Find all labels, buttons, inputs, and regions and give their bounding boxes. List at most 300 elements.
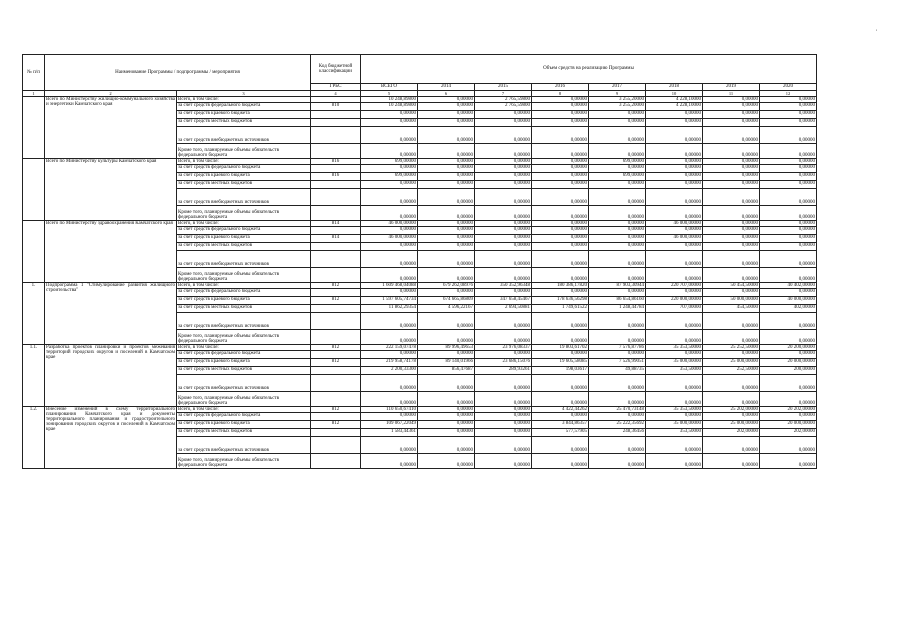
amount-cell: 35 000,00000 bbox=[646, 421, 703, 429]
row-number: 1.2. bbox=[23, 407, 45, 469]
funding-source: за счет средств федерального бюджета bbox=[177, 227, 311, 235]
amount-cell: 0,00000 bbox=[760, 119, 817, 127]
amount-cell: 454,50000 bbox=[703, 305, 760, 313]
amount-cell: 0,00000 bbox=[589, 221, 646, 227]
amount-cell: 0,00000 bbox=[475, 407, 532, 413]
amount-cell: 0,00000 bbox=[703, 289, 760, 297]
amount-cell: 0,00000 bbox=[475, 227, 532, 235]
amount-cell: 0,00000 bbox=[475, 330, 532, 345]
amount-cell: 0,00000 bbox=[589, 165, 646, 173]
column-index-cell: 1 bbox=[23, 91, 45, 97]
amount-cell: 0,00000 bbox=[760, 127, 817, 144]
amount-cell: 0,00000 bbox=[760, 173, 817, 181]
grbs-code bbox=[311, 243, 361, 251]
amount-cell: 0,00000 bbox=[589, 119, 646, 127]
budget-table-sheet bbox=[22, 54, 817, 469]
program-name: Всего по Министерству культуры Камчатского края bbox=[45, 159, 177, 221]
amount-cell: 0,00000 bbox=[646, 251, 703, 268]
amount-cell: 0,00000 bbox=[475, 119, 532, 127]
amount-cell: 0,00000 bbox=[703, 159, 760, 165]
amount-cell: 0,00000 bbox=[532, 189, 589, 206]
amount-cell: 109 067,22049 bbox=[361, 421, 418, 429]
amount-cell: 0,00000 bbox=[532, 375, 589, 392]
amount-cell: 0,00000 bbox=[361, 268, 418, 283]
amount-cell: 353,50000 bbox=[646, 367, 703, 375]
amount-cell: 0,00000 bbox=[760, 227, 817, 235]
amount-cell: 0,00000 bbox=[760, 351, 817, 359]
grbs-code bbox=[311, 413, 361, 421]
amount-cell: 0,00000 bbox=[703, 103, 760, 111]
funding-source: за счет средств местных бюджетов bbox=[177, 305, 311, 313]
amount-cell: 699,00000 bbox=[589, 173, 646, 181]
program-name: Подпрограмма 1 "Стимулирование развития жилищного строительства" bbox=[45, 283, 177, 345]
amount-cell: 4 228,10000 bbox=[646, 97, 703, 103]
amount-cell: 0,00000 bbox=[589, 392, 646, 407]
amount-cell: 23 686,15076 bbox=[475, 359, 532, 367]
amount-cell: 220 707,00000 bbox=[646, 283, 703, 289]
amount-cell: 0,00000 bbox=[475, 181, 532, 189]
amount-cell: 0,00000 bbox=[760, 111, 817, 119]
grbs-code: 814 bbox=[311, 221, 361, 227]
grbs-code: 812 bbox=[311, 421, 361, 429]
amount-cell: 3 844,86357 bbox=[532, 421, 589, 429]
amount-cell: 0,00000 bbox=[361, 375, 418, 392]
amount-cell: 0,00000 bbox=[475, 454, 532, 469]
amount-cell: 0,00000 bbox=[760, 165, 817, 173]
amount-cell: 674 665,86809 bbox=[418, 297, 475, 305]
amount-cell: 0,00000 bbox=[418, 289, 475, 297]
amount-cell: 0,00000 bbox=[589, 351, 646, 359]
amount-cell: 0,00000 bbox=[703, 243, 760, 251]
amount-cell: 0,00000 bbox=[646, 437, 703, 454]
amount-cell: 0,00000 bbox=[475, 189, 532, 206]
funding-source: за счет средств федерального бюджета bbox=[177, 413, 311, 421]
amount-cell: 402,00000 bbox=[760, 305, 817, 313]
funding-source: Всего, в том числе: bbox=[177, 345, 311, 351]
amount-cell: 248,36456 bbox=[589, 429, 646, 437]
amount-cell: 0,00000 bbox=[760, 181, 817, 189]
amount-cell: 0,00000 bbox=[646, 119, 703, 127]
row-number bbox=[23, 221, 45, 283]
amount-cell: 0,00000 bbox=[475, 251, 532, 268]
amount-cell: 0,00000 bbox=[418, 235, 475, 243]
amount-cell: 0,00000 bbox=[475, 413, 532, 421]
column-index-cell: 5 bbox=[361, 91, 418, 97]
grbs-code bbox=[311, 330, 361, 345]
funding-source: за счет средств краевого бюджета bbox=[177, 173, 311, 181]
amount-cell: 0,00000 bbox=[418, 119, 475, 127]
funding-source: Всего, в том числе: bbox=[177, 159, 311, 165]
column-index-cell: 8 bbox=[532, 91, 589, 97]
grbs-code bbox=[311, 351, 361, 359]
amount-cell: 222 159,07478 bbox=[361, 345, 418, 351]
amount-cell: 0,00000 bbox=[760, 221, 817, 227]
amount-cell: 35 353,50000 bbox=[646, 407, 703, 413]
amount-cell: 0,00000 bbox=[361, 413, 418, 421]
amount-cell: 0,00000 bbox=[760, 330, 817, 345]
grbs-code bbox=[311, 165, 361, 173]
amount-cell: 50 000,00000 bbox=[703, 297, 760, 305]
amount-cell: 0,00000 bbox=[475, 111, 532, 119]
funding-source: Всего, в том числе: bbox=[177, 407, 311, 413]
amount-cell: 0,00000 bbox=[646, 375, 703, 392]
amount-cell: 0,00000 bbox=[418, 159, 475, 165]
amount-cell: 0,00000 bbox=[475, 429, 532, 437]
funding-source: Всего, в том числе: bbox=[177, 97, 311, 103]
amount-cell: 252,50000 bbox=[703, 367, 760, 375]
amount-cell: 0,00000 bbox=[418, 421, 475, 429]
row-number bbox=[23, 97, 45, 159]
amount-cell: 0,00000 bbox=[475, 313, 532, 330]
amount-cell: 7 526,99051 bbox=[589, 359, 646, 367]
amount-cell: 347 658,45467 bbox=[475, 297, 532, 305]
amount-cell: 0,00000 bbox=[703, 313, 760, 330]
amount-cell: 0,00000 bbox=[703, 206, 760, 221]
amount-cell: 50 454,50000 bbox=[703, 283, 760, 289]
funding-source: за счет средств внебюджетных источников bbox=[177, 437, 311, 454]
amount-cell: 0,00000 bbox=[418, 392, 475, 407]
grbs-code: 814 bbox=[311, 235, 361, 243]
amount-cell: 0,00000 bbox=[532, 159, 589, 165]
amount-cell: 699,00000 bbox=[361, 159, 418, 165]
amount-cell: 0,00000 bbox=[532, 235, 589, 243]
funding-source: за счет средств краевого бюджета bbox=[177, 297, 311, 305]
amount-cell: 0,00000 bbox=[589, 243, 646, 251]
amount-cell: 699,00000 bbox=[361, 173, 418, 181]
grbs-code bbox=[311, 206, 361, 221]
grbs-code bbox=[311, 111, 361, 119]
amount-cell: 0,00000 bbox=[589, 413, 646, 421]
funding-source: Кроме того, планируемые объемы обязательств федерального бюджета bbox=[177, 206, 311, 221]
funding-source: за счет средств краевого бюджета bbox=[177, 235, 311, 243]
amount-cell: 679 262,08976 bbox=[418, 283, 475, 289]
amount-cell: 0,00000 bbox=[760, 392, 817, 407]
amount-cell: 0,00000 bbox=[646, 111, 703, 119]
amount-cell: 0,00000 bbox=[760, 289, 817, 297]
amount-cell: 0,00000 bbox=[361, 144, 418, 159]
amount-cell: 0,00000 bbox=[532, 268, 589, 283]
column-index-cell: 3 bbox=[177, 91, 311, 97]
amount-cell: 0,00000 bbox=[589, 206, 646, 221]
grbs-code: 816 bbox=[311, 159, 361, 165]
amount-cell: 35 000,00000 bbox=[646, 359, 703, 367]
row-number bbox=[23, 159, 45, 221]
grbs-code: 812 bbox=[311, 283, 361, 289]
amount-cell: 0,00000 bbox=[532, 392, 589, 407]
amount-cell: 0,00000 bbox=[361, 289, 418, 297]
amount-cell: 0,00000 bbox=[760, 235, 817, 243]
amount-cell: 0,00000 bbox=[703, 165, 760, 173]
amount-cell: 0,00000 bbox=[589, 181, 646, 189]
amount-cell: 0,00000 bbox=[532, 313, 589, 330]
amount-cell: 0,00000 bbox=[475, 268, 532, 283]
amount-cell: 1 749,61522 bbox=[532, 305, 589, 313]
amount-cell: 0,00000 bbox=[418, 351, 475, 359]
amount-cell: 0,00000 bbox=[646, 144, 703, 159]
amount-cell: 0,00000 bbox=[532, 330, 589, 345]
amount-cell: 46 000,00000 bbox=[646, 221, 703, 227]
funding-source: за счет средств краевого бюджета bbox=[177, 421, 311, 429]
amount-cell: 0,00000 bbox=[703, 437, 760, 454]
amount-cell: 0,00000 bbox=[703, 235, 760, 243]
amount-cell: 0,00000 bbox=[418, 173, 475, 181]
amount-cell: 0,00000 bbox=[361, 313, 418, 330]
program-name: Всего по Министерству жилищно-коммунального хозяйства и энергетики Камчатского края bbox=[45, 97, 177, 159]
amount-cell: 0,00000 bbox=[475, 289, 532, 297]
amount-cell: 0,00000 bbox=[760, 413, 817, 421]
grbs-code bbox=[311, 454, 361, 469]
column-index-cell: 7 bbox=[475, 91, 532, 97]
grbs-code: 812 bbox=[311, 345, 361, 351]
row-number: 1.1. bbox=[23, 345, 45, 407]
amount-cell: 0,00000 bbox=[703, 181, 760, 189]
amount-cell: 3 255,20000 bbox=[589, 97, 646, 103]
amount-cell: 35 353,50000 bbox=[646, 345, 703, 351]
amount-cell: 0,00000 bbox=[760, 206, 817, 221]
amount-cell: 0,00000 bbox=[760, 251, 817, 268]
amount-cell: 0,00000 bbox=[589, 268, 646, 283]
amount-cell: 0,00000 bbox=[532, 144, 589, 159]
amount-cell: 0,00000 bbox=[475, 127, 532, 144]
amount-cell: 0,00000 bbox=[703, 268, 760, 283]
col-grbs-header: ГРБС bbox=[311, 84, 361, 91]
amount-cell: 19 605,58085 bbox=[532, 359, 589, 367]
funding-source: за счет средств внебюджетных источников bbox=[177, 375, 311, 392]
amount-cell: 0,00000 bbox=[418, 227, 475, 235]
amount-cell: 0,00000 bbox=[646, 330, 703, 345]
amount-cell: 0,00000 bbox=[703, 119, 760, 127]
amount-cell: 0,00000 bbox=[589, 330, 646, 345]
funding-source: за счет средств местных бюджетов bbox=[177, 181, 311, 189]
amount-cell: 0,00000 bbox=[646, 189, 703, 206]
amount-cell: 0,00000 bbox=[418, 97, 475, 103]
amount-cell: 0,00000 bbox=[361, 243, 418, 251]
grbs-code: 810 bbox=[311, 103, 361, 111]
budget-table bbox=[22, 54, 817, 469]
amount-cell: 0,00000 bbox=[646, 165, 703, 173]
amount-cell: 0,00000 bbox=[418, 206, 475, 221]
amount-cell: 110 650,67410 bbox=[361, 407, 418, 413]
amount-cell: 0,00000 bbox=[361, 181, 418, 189]
year-header: 2020 bbox=[760, 84, 817, 91]
amount-cell: 0,00000 bbox=[361, 392, 418, 407]
amount-cell: 0,00000 bbox=[703, 251, 760, 268]
amount-cell: 4 422,44262 bbox=[532, 407, 589, 413]
amount-cell: 350 352,96348 bbox=[475, 283, 532, 289]
amount-cell: 0,00000 bbox=[760, 313, 817, 330]
amount-cell: 0,00000 bbox=[760, 454, 817, 469]
amount-cell: 0,00000 bbox=[760, 437, 817, 454]
col-num-header: № п/п bbox=[23, 55, 45, 91]
amount-cell: 0,00000 bbox=[361, 351, 418, 359]
amount-cell: 0,00000 bbox=[418, 407, 475, 413]
funding-source: за счет средств внебюджетных источников bbox=[177, 313, 311, 330]
amount-cell: 0,00000 bbox=[532, 251, 589, 268]
funding-source: за счет средств краевого бюджета bbox=[177, 359, 311, 367]
amount-cell: 1 583,44361 bbox=[361, 429, 418, 437]
amount-cell: 0,00000 bbox=[703, 330, 760, 345]
amount-cell: 0,00000 bbox=[646, 392, 703, 407]
amount-cell: 0,00000 bbox=[646, 173, 703, 181]
amount-cell: 0,00000 bbox=[703, 221, 760, 227]
amount-cell: 0,00000 bbox=[760, 243, 817, 251]
amount-cell: 0,00000 bbox=[532, 243, 589, 251]
amount-cell: 0,00000 bbox=[418, 313, 475, 330]
funding-source: за счет средств краевого бюджета bbox=[177, 111, 311, 119]
amount-cell: 0,00000 bbox=[703, 97, 760, 103]
grbs-code: 812 bbox=[311, 407, 361, 413]
amount-cell: 0,00000 bbox=[760, 268, 817, 283]
amount-cell: 202,00000 bbox=[703, 429, 760, 437]
amount-cell: 0,00000 bbox=[532, 351, 589, 359]
amount-cell: 20 202,00000 bbox=[760, 407, 817, 413]
amount-cell: 0,00000 bbox=[418, 243, 475, 251]
amount-cell: 198,03617 bbox=[532, 367, 589, 375]
year-header: 2014 bbox=[418, 84, 475, 91]
amount-cell: 0,00000 bbox=[646, 243, 703, 251]
amount-cell: 0,00000 bbox=[646, 313, 703, 330]
amount-cell: 353,50000 bbox=[646, 429, 703, 437]
funding-source: за счет средств федерального бюджета bbox=[177, 103, 311, 111]
amount-cell: 0,00000 bbox=[361, 127, 418, 144]
year-header: 2017 bbox=[589, 84, 646, 91]
amount-cell: 0,00000 bbox=[646, 159, 703, 165]
amount-cell: 0,00000 bbox=[760, 159, 817, 165]
amount-cell: 0,00000 bbox=[589, 144, 646, 159]
grbs-code bbox=[311, 144, 361, 159]
amount-cell: 0,00000 bbox=[418, 437, 475, 454]
year-header: ВСЕГО bbox=[361, 84, 418, 91]
amount-cell: 0,00000 bbox=[760, 103, 817, 111]
amount-cell: 25 000,00000 bbox=[703, 359, 760, 367]
amount-cell: 0,00000 bbox=[475, 144, 532, 159]
funding-source: за счет средств местных бюджетов bbox=[177, 119, 311, 127]
amount-cell: 0,00000 bbox=[475, 392, 532, 407]
amount-cell: 0,00000 bbox=[475, 206, 532, 221]
amount-cell: 40 402,00000 bbox=[760, 283, 817, 289]
funding-source: за счет средств внебюджетных источников bbox=[177, 251, 311, 268]
amount-cell: 0,00000 bbox=[703, 173, 760, 181]
amount-cell: 0,00000 bbox=[532, 173, 589, 181]
amount-cell: 0,00000 bbox=[703, 375, 760, 392]
grbs-code bbox=[311, 429, 361, 437]
grbs-code bbox=[311, 375, 361, 392]
amount-cell: 0,00000 bbox=[361, 227, 418, 235]
amount-cell: 0,00000 bbox=[475, 173, 532, 181]
amount-cell: 11 862,29354 bbox=[361, 305, 418, 313]
amount-cell: 0,00000 bbox=[418, 127, 475, 144]
grbs-code bbox=[311, 289, 361, 297]
amount-cell: 0,00000 bbox=[703, 189, 760, 206]
amount-cell: 0,00000 bbox=[532, 103, 589, 111]
column-index-cell: 6 bbox=[418, 91, 475, 97]
amount-cell: 1 248,44784 bbox=[589, 305, 646, 313]
amount-cell: 0,00000 bbox=[532, 97, 589, 103]
amount-cell: 0,00000 bbox=[532, 413, 589, 421]
amount-cell: 0,00000 bbox=[589, 111, 646, 119]
column-index-cell: 10 bbox=[646, 91, 703, 97]
amount-cell: 0,00000 bbox=[418, 165, 475, 173]
amount-cell: 0,00000 bbox=[760, 189, 817, 206]
amount-cell: 0,00000 bbox=[418, 330, 475, 345]
amount-cell: 0,00000 bbox=[532, 437, 589, 454]
amount-cell: 0,00000 bbox=[532, 111, 589, 119]
amount-cell: 699,00000 bbox=[589, 159, 646, 165]
grbs-code bbox=[311, 181, 361, 189]
funding-source: за счет средств федерального бюджета bbox=[177, 165, 311, 173]
col-code-header: Код бюджетной классификации bbox=[311, 55, 361, 84]
amount-cell: 1 609 468,04088 bbox=[361, 283, 418, 289]
amount-cell: 25 202,00000 bbox=[703, 407, 760, 413]
program-name: Разработка проектов планировки и проектов межевания территорий городских округов и поселений в Камчатском крае bbox=[45, 345, 177, 407]
amount-cell: 0,00000 bbox=[475, 421, 532, 429]
amount-cell: 289,93261 bbox=[475, 367, 532, 375]
amount-cell: 0,00000 bbox=[475, 375, 532, 392]
amount-cell: 1 597 605,74734 bbox=[361, 297, 418, 305]
amount-cell: 0,00000 bbox=[361, 111, 418, 119]
amount-cell: 0,00000 bbox=[646, 181, 703, 189]
amount-cell: 0,00000 bbox=[532, 454, 589, 469]
amount-cell: 89 996,49653 bbox=[418, 345, 475, 351]
amount-cell: 0,00000 bbox=[418, 268, 475, 283]
amount-cell: 23 976,08337 bbox=[475, 345, 532, 351]
amount-cell: 0,00000 bbox=[703, 111, 760, 119]
amount-cell: 10 248,89800 bbox=[361, 97, 418, 103]
amount-cell: 0,00000 bbox=[532, 119, 589, 127]
funding-source: Кроме того, планируемые объемы обязательств федерального бюджета bbox=[177, 454, 311, 469]
amount-cell: 219 958,74178 bbox=[361, 359, 418, 367]
amount-cell: 0,00000 bbox=[703, 392, 760, 407]
grbs-code bbox=[311, 392, 361, 407]
funding-source: за счет средств местных бюджетов bbox=[177, 243, 311, 251]
amount-cell: 178 636,56298 bbox=[532, 297, 589, 305]
amount-cell: 2 694,50881 bbox=[475, 305, 532, 313]
amount-cell: 0,00000 bbox=[418, 221, 475, 227]
amount-cell: 25 252,50000 bbox=[703, 345, 760, 351]
amount-cell: 46 000,00000 bbox=[361, 235, 418, 243]
amount-cell: 0,00000 bbox=[703, 351, 760, 359]
amount-cell: 0,00000 bbox=[646, 127, 703, 144]
amount-cell: 0,00000 bbox=[532, 165, 589, 173]
amount-cell: 0,00000 bbox=[532, 181, 589, 189]
grbs-code bbox=[311, 305, 361, 313]
amount-cell: 856,47687 bbox=[418, 367, 475, 375]
amount-cell: 0,00000 bbox=[646, 206, 703, 221]
amount-cell: 202,00000 bbox=[760, 429, 817, 437]
funding-source: Кроме того, планируемые объемы обязательств федерального бюджета bbox=[177, 268, 311, 283]
amount-cell: 40 000,00000 bbox=[760, 297, 817, 305]
grbs-code: 816 bbox=[311, 173, 361, 181]
amount-cell: 0,00000 bbox=[589, 251, 646, 268]
funding-source: Всего, в том числе: bbox=[177, 221, 311, 227]
amount-cell: 3 255,20000 bbox=[589, 103, 646, 111]
grbs-code bbox=[311, 189, 361, 206]
funding-source: за счет средств местных бюджетов bbox=[177, 367, 311, 375]
column-index-cell: 12 bbox=[760, 91, 817, 97]
grbs-code bbox=[311, 437, 361, 454]
amount-cell: 0,00000 bbox=[418, 144, 475, 159]
amount-cell: 0,00000 bbox=[589, 189, 646, 206]
amount-cell: 89 140,01966 bbox=[418, 359, 475, 367]
amount-cell: 0,00000 bbox=[418, 189, 475, 206]
grbs-code bbox=[311, 268, 361, 283]
grbs-code bbox=[311, 367, 361, 375]
amount-cell: 0,00000 bbox=[361, 437, 418, 454]
grbs-code: 812 bbox=[311, 359, 361, 367]
amount-cell: 0,00000 bbox=[589, 313, 646, 330]
program-name: Внесение изменений в схему территориального планирования Камчатского края и документы территориального планирования и градостроительного зонирования городских округов и поселений в Камчатском крае bbox=[45, 407, 177, 469]
amount-cell: 0,00000 bbox=[475, 165, 532, 173]
